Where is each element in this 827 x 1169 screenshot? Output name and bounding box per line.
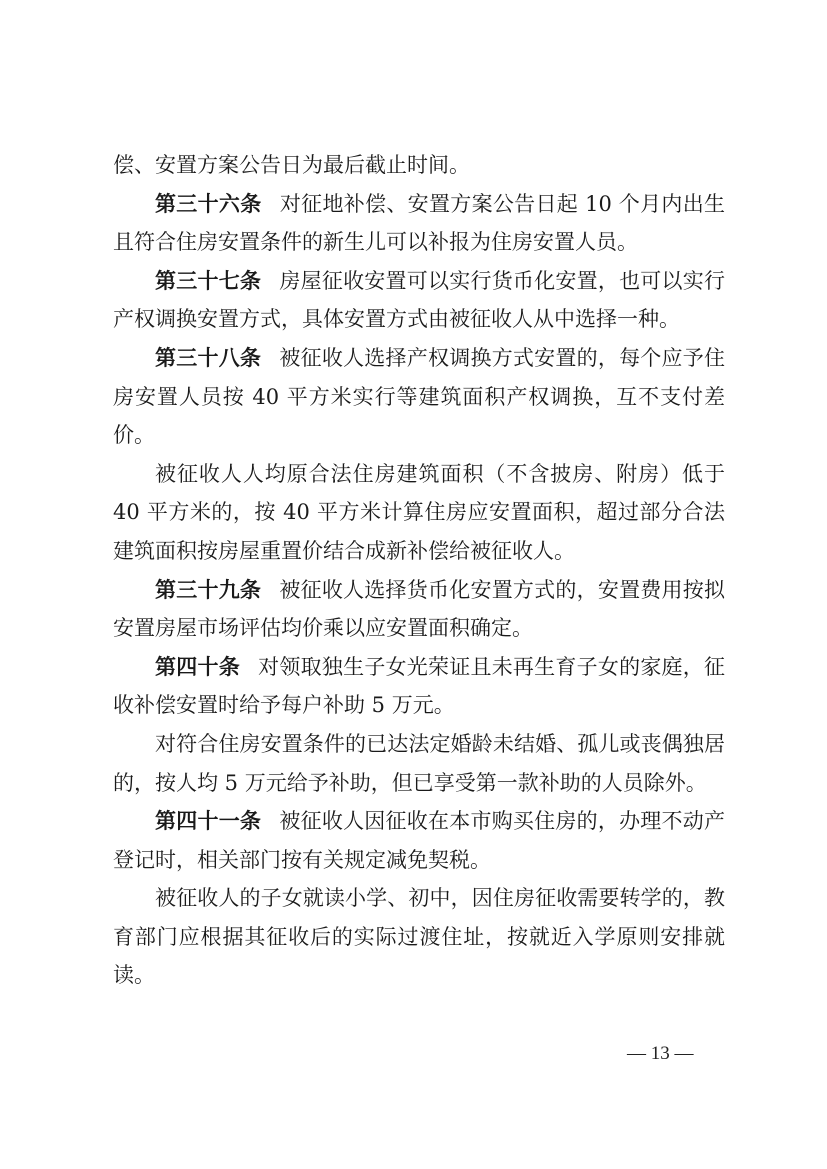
document-body (113, 146, 725, 995)
paragraph-text: 被征收人选择货币化安置方式的，安置费用按拟安置房屋市场评估均价乘以应安置面积确定。 (113, 577, 726, 641)
paragraph-text: 偿、安置方案公告日为最后截止时间。 (113, 153, 470, 177)
paragraph-text: 对领取独生子女光荣证且未再生育子女的家庭，征收补偿安置时给予每户补助 5 万元。 (113, 654, 726, 718)
article-39 (113, 571, 725, 648)
article-number: 第四十一条 (155, 809, 262, 834)
article-number: 第三十九条 (155, 577, 262, 602)
paragraph-text: 被征收人的子女就读小学、初中，因住房征收需要转学的，教育部门应根据其征收后的实际过渡住址，按就近入学原则安排就读。 (113, 886, 725, 988)
paragraph-text: 被征收人因征收在本市购买住房的，办理不动产登记时，相关部门按有关规定减免契税。 (113, 809, 726, 872)
article-number: 第三十七条 (155, 268, 262, 293)
page-number: — 13 — (627, 1043, 694, 1064)
article-36 (113, 185, 725, 262)
paragraph-text: 被征收人人均原合法住房建筑面积（不含披房、附房）低于 40 平方米的，按 40 平方米计算住房应安置面积，超过部分合法建筑面积按房屋重置价结合成新补偿给被征收人。 (113, 461, 725, 563)
paragraph-text: 对符合住房安置条件的已达法定婚龄未结婚、孤儿或丧偶独居的，按人均 5 万元给予补助，但已享受第一款补助的人员除外。 (113, 731, 725, 795)
article-40 (113, 648, 725, 725)
article-38 (113, 339, 725, 455)
article-37 (113, 262, 725, 339)
paragraph-text: 房屋征收安置可以实行货币化安置，也可以实行产权调换安置方式，具体安置方式由被征收人从中选择一种。 (113, 268, 726, 332)
article-number: 第三十八条 (155, 345, 262, 370)
article-number: 第四十条 (155, 654, 240, 679)
paragraph-continuation (113, 146, 725, 185)
article-38-paragraph-2 (113, 455, 725, 571)
article-41 (113, 802, 725, 879)
article-40-paragraph-2 (113, 725, 725, 802)
paragraph-text: 对征地补偿、安置方案公告日起 10 个月内出生且符合住房安置条件的新生儿可以补报为住房安置人员。 (113, 191, 726, 255)
article-41-paragraph-2 (113, 879, 725, 995)
article-number: 第三十六条 (155, 191, 262, 216)
paragraph-text: 被征收人选择产权调换方式安置的，每个应予住房安置人员按 40 平方米实行等建筑面积产权调换，互不支付差价。 (113, 345, 726, 448)
